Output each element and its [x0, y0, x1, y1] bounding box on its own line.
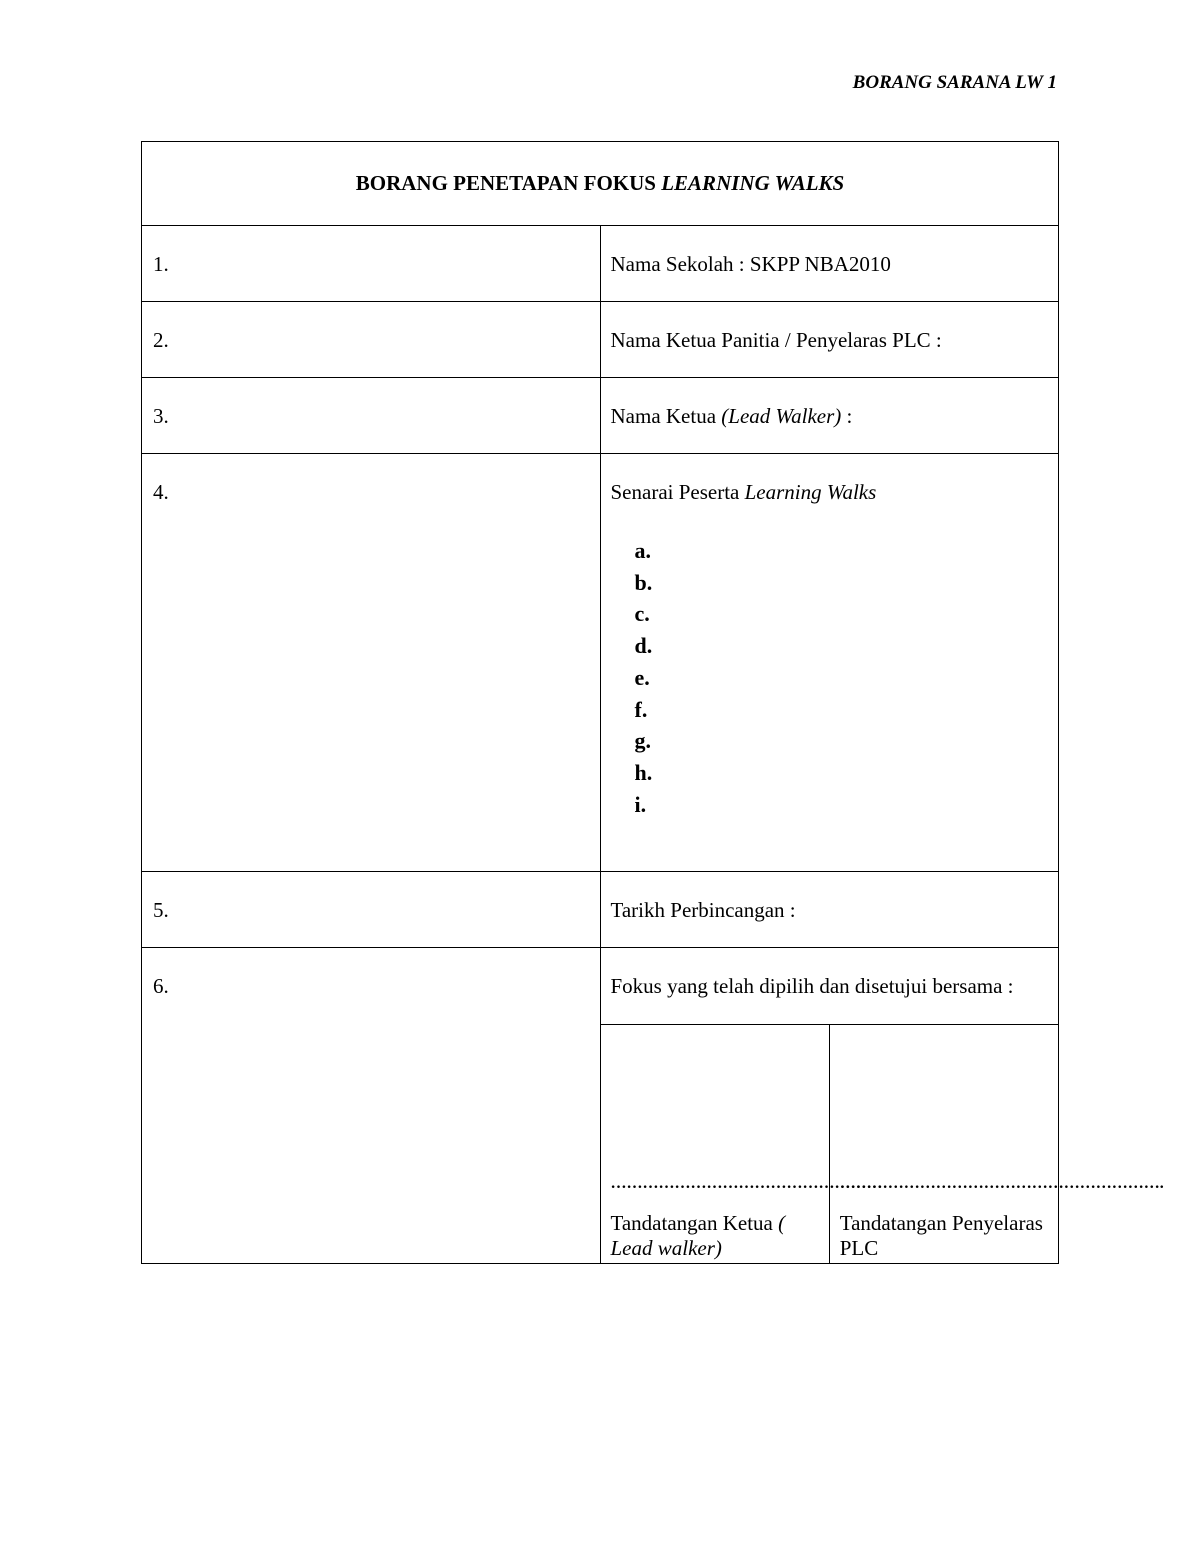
signature-plc-label: Tandatangan Penyelaras PLC [839, 1211, 1043, 1260]
row-number: 3. [153, 404, 169, 428]
row-number: 1. [153, 252, 169, 276]
signature-lead-text: Tandatangan Ketua [610, 1211, 779, 1235]
row-discussion-date [142, 872, 1059, 948]
discussion-date-label: Tarikh Perbincangan : [610, 898, 796, 922]
participant-item: f. [634, 696, 648, 722]
participant-item: e. [634, 664, 650, 690]
form-code: BORANG SARANA LW 1 [852, 72, 1057, 93]
row-number: 6. [153, 974, 169, 998]
signature-lead-walker-label [611, 1211, 829, 1261]
lead-walker-label [601, 378, 1059, 429]
row-school-name [142, 226, 1059, 302]
lead-walker-suffix: : [841, 404, 853, 428]
participant-item: c. [634, 601, 650, 627]
participants-italic: Learning Walks [744, 480, 877, 504]
signature-plc-coordinator [829, 1025, 1164, 1263]
lead-walker-italic: (Lead Walker) [721, 404, 842, 428]
participant-item: i. [634, 791, 647, 817]
participant-item: d. [634, 633, 653, 659]
focus-label-cell [601, 948, 1059, 1025]
participants-list [601, 535, 1059, 820]
form-title [142, 142, 1059, 226]
participant-item: b. [634, 569, 653, 595]
participant-item: g. [634, 728, 651, 754]
row-number: 4. [153, 480, 169, 504]
row-participants [142, 454, 1059, 872]
row-number: 2. [153, 328, 169, 352]
signature-area [601, 1025, 1164, 1263]
lead-walker-text: Nama Ketua [610, 404, 722, 428]
participant-item: h. [634, 759, 653, 785]
row-number: 5. [153, 898, 169, 922]
row-lead-walker [142, 378, 1059, 454]
focus-label: Fokus yang telah dipilih dan disetujui bersama : [610, 974, 1014, 998]
participant-item: a. [634, 538, 651, 563]
form-title-main: BORANG PENETAPAN FOKUS [355, 171, 662, 195]
school-name-label: Nama Sekolah : SKPP NBA2010 [610, 252, 891, 276]
committee-head-label: Nama Ketua Panitia / Penyelaras PLC : [610, 328, 942, 352]
signature-line: …………………………………………… [610, 1175, 883, 1192]
row-committee-head [142, 302, 1059, 378]
signature-lead-italic: ( Lead walker) [610, 1211, 786, 1260]
signature-lead-walker [601, 1025, 883, 1263]
form-title-italic: LEARNING WALKS [661, 171, 845, 195]
focus-form-table [141, 141, 1164, 1264]
signature-line: ……………………………………………………. [839, 1175, 1164, 1192]
row-focus [142, 948, 1059, 1264]
participants-text: Senarai Peserta [610, 480, 745, 504]
participants-label [601, 454, 1059, 505]
